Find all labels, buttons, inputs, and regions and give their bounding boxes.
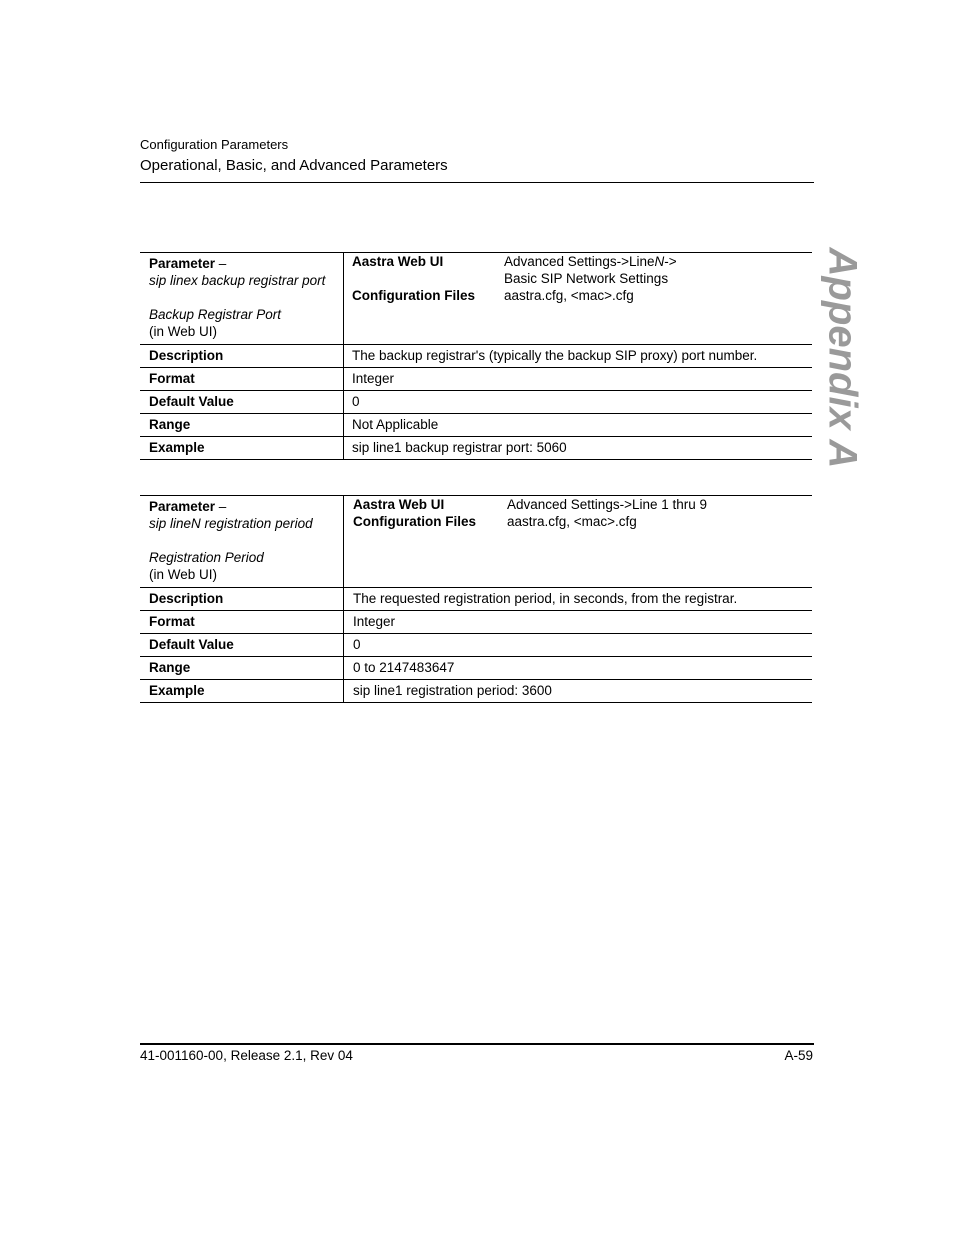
row-label: Default Value [140,391,344,413]
config-files-value: aastra.cfg, <mac>.cfg [507,514,637,529]
config-files-label: Configuration Files [353,514,476,529]
row-value: Integer [352,371,395,386]
row-label: Range [140,657,344,679]
web-ui-path-variable: N [654,254,665,269]
parameter-name: sip linex backup registrar port [149,273,326,288]
row-value: Not Applicable [352,417,439,432]
table-header-row [140,253,812,344]
table-row [140,633,812,656]
table-header-row [140,496,812,587]
table-row [140,436,812,459]
row-value: 0 to 2147483647 [353,660,455,675]
row-label: Description [140,345,344,367]
parameter-cell [140,253,344,344]
webui-parameter-name: Registration Period [149,550,264,565]
table-row [140,367,812,390]
web-ui-path: Advanced Settings->Line 1 thru 9 [507,497,708,512]
parameter-table-registration-period [140,495,812,703]
access-cell [344,253,812,344]
running-header-section: Configuration Parameters [140,137,289,152]
parameter-name-part: registration period [200,516,313,531]
row-label: Format [140,368,344,390]
parameter-label: Parameter [149,256,216,271]
parameter-label: Parameter [149,499,216,514]
row-label: Range [140,414,344,436]
access-cell [344,496,812,587]
table-row [140,587,812,610]
table-row [140,413,812,436]
table-row [140,656,812,679]
parameter-table-backup-registrar-port [140,252,812,460]
row-value: 0 [353,637,361,652]
webui-parameter-note: (in Web UI) [149,567,218,582]
table-row [140,390,812,413]
parameter-name-part: sip line [149,516,192,531]
footer-page-number: A-59 [784,1048,813,1063]
table-row [140,679,812,702]
web-ui-path [504,253,677,270]
footer-rule [140,1043,814,1045]
web-ui-path-arrow: -> [664,254,677,269]
running-header-title: Operational, Basic, and Advanced Parameters [140,157,448,174]
row-label: Format [140,611,344,633]
parameter-dash: – [215,499,227,514]
web-ui-path-line2: Basic SIP Network Settings [504,271,669,286]
row-value: sip line1 registration period: 3600 [353,683,552,698]
parameter-name [149,515,343,532]
parameter-name-variable: N [191,516,201,531]
appendix-side-tab [820,247,865,469]
header-rule [140,182,814,183]
web-ui-label: Aastra Web UI [353,497,445,512]
row-value: 0 [352,394,360,409]
web-ui-path-part: Advanced Settings->Line [504,254,655,269]
row-label: Default Value [140,634,344,656]
webui-parameter-name: Backup Registrar Port [149,307,282,322]
row-value: The requested registration period, in seconds, from the registrar. [353,591,738,606]
config-files-value: aastra.cfg, <mac>.cfg [504,288,634,303]
row-value: The backup registrar's (typically the backup SIP proxy) port number. [352,348,758,363]
row-value: Integer [353,614,396,629]
row-value: sip line1 backup registrar port: 5060 [352,440,567,455]
parameter-cell [140,496,344,587]
row-label: Example [140,437,344,459]
web-ui-label: Aastra Web UI [352,254,444,269]
table-row [140,610,812,633]
row-label: Description [140,588,344,610]
parameter-dash: – [215,256,227,271]
table-row [140,344,812,367]
config-files-label: Configuration Files [352,288,475,303]
appendix-side-tab-label: Appendix A [820,247,865,469]
row-label: Example [140,680,344,702]
webui-parameter-note: (in Web UI) [149,324,218,339]
footer-doc-id: 41-001160-00, Release 2.1, Rev 04 [140,1048,353,1063]
